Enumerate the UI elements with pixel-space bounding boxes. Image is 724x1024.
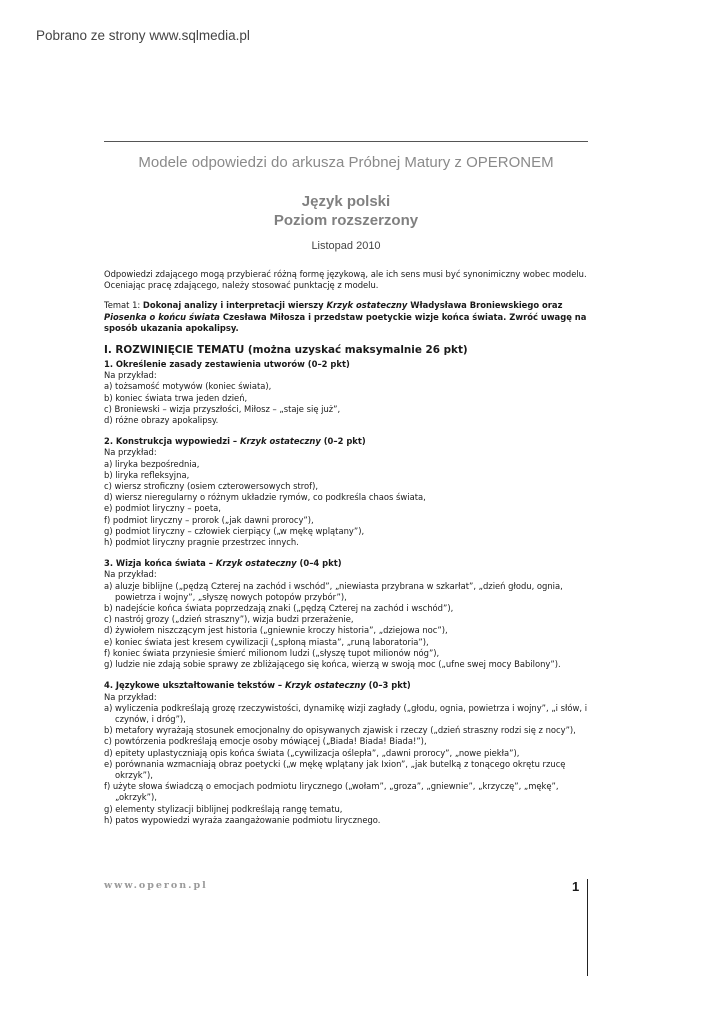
intro-paragraph: Odpowiedzi zdającego mogą przybierać różną formę językową, ale ich sens musi być synonimiczny wobec modelu. Oceniając pracę zdającego, należy stosować punktację z modelu. <box>104 269 587 291</box>
document-heading: Modele odpowiedzi do arkusza Próbnej Matury z OPERONEM <box>138 154 554 171</box>
list-item: d) epitety uplastyczniają opis końca świata („cywilizacja oślepła”, „dawni prorocy”, „nowe piekła”), <box>104 747 520 758</box>
example-label: Na przykład: <box>104 569 157 580</box>
list-item: h) podmiot liryczny pragnie przestrzec innych. <box>104 537 299 548</box>
subject-block <box>104 192 588 230</box>
footer-vertical-rule <box>587 879 588 976</box>
list-item: b) nadejście końca świata poprzedzają znaki („pędzą Czterej na zachód i wschód”), <box>104 603 454 614</box>
criterion-title: 4. Językowe ukształtowanie tekstów – Krzyk ostateczny (0–3 pkt) <box>104 680 411 691</box>
topic-text-3: Czesława Miłosza i przedstaw poetyckie wizje końca świata. Zwróć uwagę na sposób ukazania apokalipsy. <box>104 311 587 333</box>
topic-text-1: Dokonaj analizy i interpretacji wierszy <box>142 300 327 311</box>
topic-prefix: Temat 1: <box>104 300 143 311</box>
list-item: c) wiersz stroficzny (osiem czterowersowych strof), <box>104 481 319 492</box>
list-item: g) ludzie nie zdają sobie sprawy ze zbliżającego się końca, wierzą w swoją moc („ufne swej mocy Babilony”). <box>104 659 561 670</box>
criterion-title: 2. Konstrukcja wypowiedzi – Krzyk ostateczny (0–2 pkt) <box>104 436 366 447</box>
criterion-group-2 <box>104 436 590 548</box>
footer-url: www.operon.pl <box>104 880 208 891</box>
answer-model-content <box>104 269 590 836</box>
list-item: f) podmiot liryczny – prorok („jak dawni prorocy”), <box>104 514 314 525</box>
list-item: b) koniec świata trwa jeden dzień, <box>104 392 248 403</box>
list-item: a) liryka bezpośrednia, <box>104 458 200 469</box>
section-title: I. ROZWINIĘCIE TEMATU (można uzyskać maksymalnie 26 pkt) <box>104 344 468 357</box>
criterion-title: 1. Określenie zasady zestawienia utworów (0–2 pkt) <box>104 359 350 370</box>
list-item: a) aluzje biblijne („pędzą Czterej na zachód i wschód”, „niewiasta przybrana w szkarłat”, „dzień głodu, ognia, powietrza i wojny”, „słyszę nowych potopów przybór”), <box>104 580 563 602</box>
subject-level: Poziom rozszerzony <box>273 212 419 229</box>
list-item: b) metafory wyrażają stosunek emocjonalny do opisywanych zjawisk i rzeczy („dzień straszny rodzi się z nocy”), <box>104 725 576 736</box>
list-item: a) tożsamość motywów (koniec świata), <box>104 381 272 392</box>
list-item: c) nastrój grozy („dzień straszny”), wizja budzi przerażenie, <box>104 614 354 625</box>
list-item: c) powtórzenia podkreślają emocje osoby mówiącej („Biada! Biada! Biada!”), <box>104 736 427 747</box>
topic-paragraph <box>104 300 590 334</box>
example-label: Na przykład: <box>104 370 157 381</box>
criterion-title: 3. Wizja końca świata – Krzyk ostateczny (0–4 pkt) <box>104 558 342 569</box>
list-item: h) patos wypowiedzi wyraża zaangażowanie podmiotu lirycznego. <box>104 814 381 825</box>
list-item: d) żywiołem niszczącym jest historia („gniewnie kroczy historia”, „dziejowa noc”), <box>104 625 448 636</box>
list-item: f) użyte słowa świadczą o emocjach podmiotu lirycznego („wołam”, „groza”, „gniewnie”, „krzyczę”, „mękę”, „okrzyk”), <box>104 781 559 803</box>
document-date: Listopad 2010 <box>311 240 381 252</box>
list-item: e) podmiot liryczny – poeta, <box>104 503 221 514</box>
example-label: Na przykład: <box>104 447 157 458</box>
list-item: g) elementy stylizacji biblijnej podkreślają rangę tematu, <box>104 803 343 814</box>
list-item: f) koniec świata przyniesie śmierć milionom ludzi („słyszę tupot milionów nóg”), <box>104 647 440 658</box>
criterion-group-1 <box>104 359 590 426</box>
example-label: Na przykład: <box>104 691 157 702</box>
list-item: a) wyliczenia podkreślają grozę rzeczywistości, dynamikę wizji zagłady („głodu, ognia, powietrza i wojny”, „i słów, i czynów, i dróg”), <box>104 702 588 724</box>
topic-text-2: Władysława Broniewskiego oraz <box>407 300 563 311</box>
criterion-group-4 <box>104 680 590 826</box>
list-item: c) Broniewski – wizja przyszłości, Miłosz – „staje się już”, <box>104 403 341 414</box>
subject-name: Język polski <box>301 193 391 210</box>
list-item: e) koniec świata jest kresem cywilizacji („spłoną miasta”, „runą laboratoria”), <box>104 636 429 647</box>
list-item: e) porównania wzmacniają obraz poetycki („w mękę wplątany jak Ixion”, „jak butelką z tonącego okrętu rzucę okrzyk”), <box>104 758 566 780</box>
watermark-source: Pobrano ze strony www.sqlmedia.pl <box>36 28 250 43</box>
list-item: b) liryka refleksyjna, <box>104 469 190 480</box>
list-item: d) różne obrazy apokalipsy. <box>104 415 219 426</box>
list-item: d) wiersz nieregularny o różnym układzie rymów, co podkreśla chaos świata, <box>104 492 426 503</box>
top-divider <box>104 141 588 142</box>
topic-poem-title-1: Krzyk ostateczny <box>326 300 408 311</box>
topic-poem-title-2: Piosenka o końcu świata <box>104 311 220 322</box>
list-item: g) podmiot liryczny – człowiek cierpiący („w mękę wplątany”), <box>104 525 365 536</box>
criterion-group-3 <box>104 558 590 670</box>
page-number: 1 <box>572 879 580 894</box>
